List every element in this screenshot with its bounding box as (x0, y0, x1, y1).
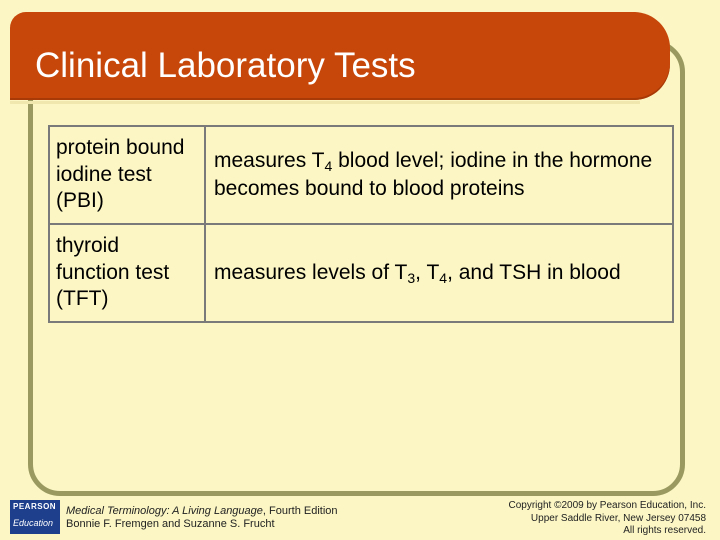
definition-text: measures levels of T (214, 261, 408, 284)
term-cell: thyroid function test (TFT) (49, 224, 205, 322)
definition-cell (205, 224, 673, 322)
copyright-notice (509, 500, 707, 538)
subscript: 4 (439, 270, 448, 286)
definition-text: , and TSH in blood (447, 261, 621, 284)
pearson-logo (10, 500, 60, 534)
copyright-line: Upper Saddle River, New Jersey 07458 (530, 512, 706, 524)
book-authors: Bonnie F. Fremgen and Suzanne S. Frucht (66, 518, 275, 530)
definition-text: measures T (214, 149, 325, 172)
slide-title: Clinical Laboratory Tests (35, 46, 416, 85)
definition-text: , T (415, 261, 440, 284)
definition-text: blood level; iodine in the hormone becomes bound to blood proteins (214, 149, 653, 200)
title-underline (10, 101, 640, 104)
copyright-line: All rights reserved. (623, 525, 706, 536)
logo-text-bottom: Education (13, 518, 54, 528)
book-title-line (66, 505, 338, 518)
table-row (49, 126, 673, 224)
book-title: Medical Terminology: A Living Language (66, 505, 263, 517)
subscript: 4 (324, 158, 333, 174)
logo-text-top: PEARSON (13, 502, 57, 511)
subscript: 3 (407, 270, 416, 286)
lab-tests-table (48, 125, 674, 323)
term-cell: protein bound iodine test (PBI) (49, 126, 205, 224)
definition-cell (205, 126, 673, 224)
title-bar (10, 12, 670, 100)
book-citation (66, 505, 338, 531)
copyright-line: Copyright ©2009 by Pearson Education, Inc. (508, 500, 706, 511)
table-row (49, 224, 673, 322)
book-edition: , Fourth Edition (262, 505, 338, 517)
